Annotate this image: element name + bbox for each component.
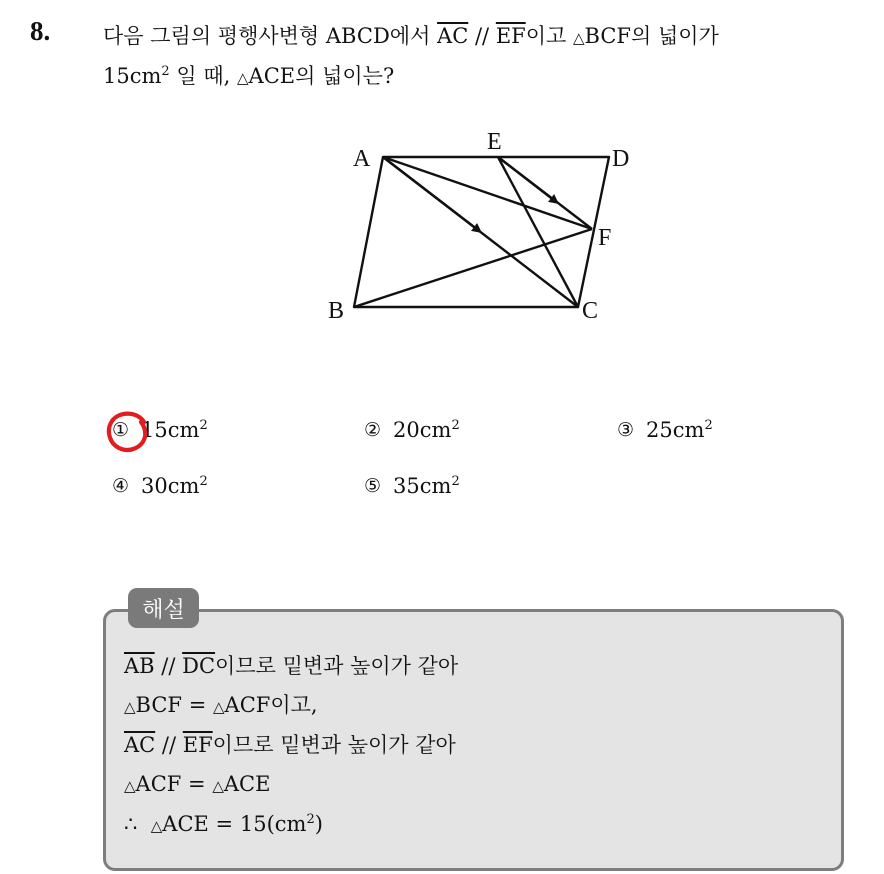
choice-marker: ②	[364, 419, 382, 441]
choice-marker: ⑤	[364, 475, 382, 497]
question-number: 8.	[30, 16, 51, 46]
choice-value: $20cm^2$	[393, 418, 460, 442]
choice-4[interactable]	[112, 474, 208, 498]
segment-ef: $\overline{EF}$	[495, 24, 526, 48]
triangle-ace: ACE	[248, 64, 296, 88]
vertex-label-f: F	[598, 225, 612, 251]
question-text-part: 의 넓이가	[631, 24, 719, 48]
parallelogram-figure	[320, 120, 640, 335]
choice-value: $35cm^2$	[393, 474, 460, 498]
segment-ec-line	[498, 157, 578, 307]
choice-marker: ③	[617, 419, 635, 441]
parallel-arrow-ac	[383, 157, 478, 230]
choice-1[interactable]	[112, 418, 208, 442]
parallelogram-diagram	[320, 120, 640, 335]
choice-5[interactable]	[364, 474, 460, 498]
triangle-symbol: △	[237, 69, 249, 87]
parallel-arrow-ef	[498, 157, 555, 201]
choice-2[interactable]	[364, 418, 460, 442]
solution-line-2: △BCF = △ACF이고,	[124, 692, 318, 717]
question-text-part: 의 넓이는?	[295, 64, 395, 88]
question-line-2	[103, 57, 719, 97]
segment-ac: $\overline{AC}$	[437, 24, 469, 48]
segment-af-line	[383, 157, 592, 229]
choice-value: $30cm^2$	[141, 474, 208, 498]
vertex-label-b: B	[328, 298, 345, 324]
choice-3[interactable]	[617, 418, 713, 442]
choice-value: $15cm^2$	[141, 418, 208, 442]
triangle-bcf: BCF	[584, 24, 631, 48]
solution-line-3: $\overline{AC} // \overline{EF}$이므로 밑변과 높이가 같아	[124, 733, 456, 757]
solution-text	[124, 647, 458, 846]
vertex-label-d: D	[612, 146, 630, 172]
question-text	[103, 17, 719, 97]
solution-line-4: △ACF = △ACE	[124, 771, 271, 796]
vertex-label-a: A	[353, 146, 371, 172]
exponent: 2	[161, 64, 170, 79]
given-area: 15cm	[103, 64, 162, 88]
choice-value: $25cm^2$	[646, 418, 713, 442]
choice-marker: ④	[112, 475, 130, 497]
choice-marker: ①	[112, 419, 130, 441]
solution-line-1: $\overline{AB} // \overline{DC}$이므로 밑변과 높이가 같아	[124, 654, 459, 678]
vertex-label-c: C	[582, 298, 599, 324]
question-text-part: 이고	[525, 24, 567, 48]
vertex-label-e: E	[487, 129, 502, 155]
solution-tag: 해설	[128, 588, 199, 628]
question-text-part: 일 때,	[176, 64, 231, 88]
question-line-1	[103, 17, 719, 57]
solution-line-5: ∴ △ACE = $15(cm^2)$	[124, 812, 323, 836]
parallel-symbol: //	[474, 24, 490, 48]
question-text-part: 다음 그림의 평행사변형 ABCD에서	[103, 24, 431, 48]
triangle-symbol: △	[572, 29, 585, 47]
